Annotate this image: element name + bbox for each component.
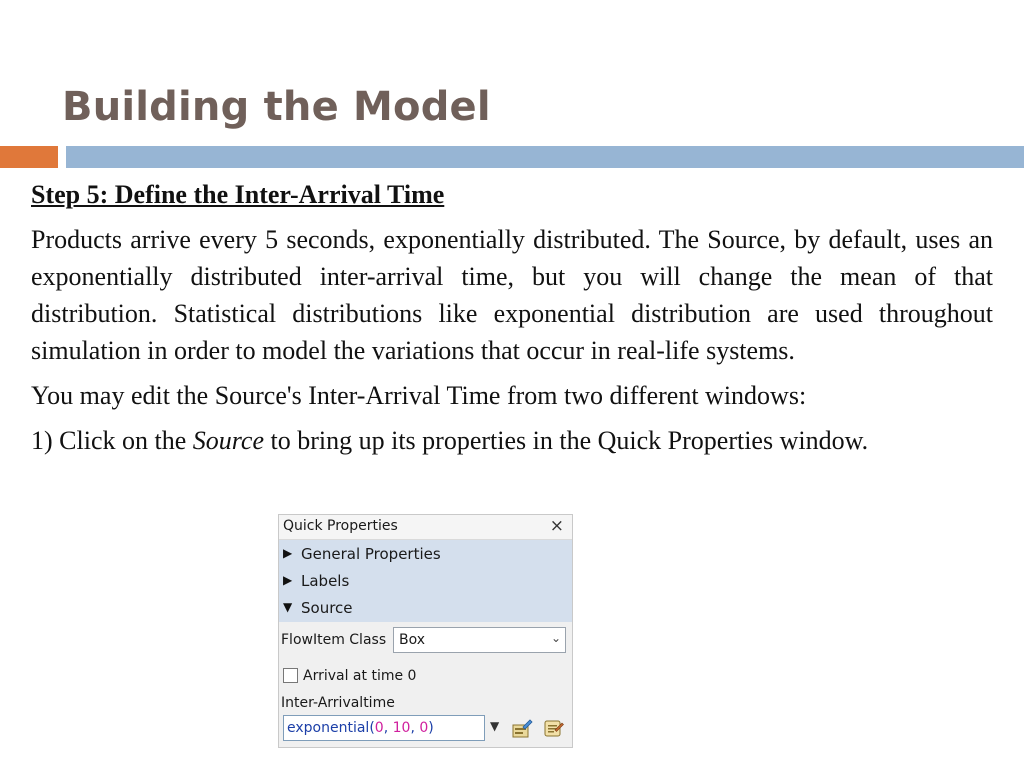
flowitem-class-select[interactable] [393,627,566,653]
source-emphasis: Source [192,426,264,455]
quick-properties-title: Quick Properties [283,518,398,534]
close-paren: ) [428,720,434,736]
quick-properties-titlebar [279,515,572,540]
inter-arrival-time-label: Inter-Arrivaltime [281,695,395,711]
section-label: Labels [301,572,350,590]
step-heading: Step 5: Define the Inter-Arrival Time [31,180,445,209]
separator-1: , [383,720,393,736]
flowitem-class-label: FlowItem Class [281,632,387,648]
arrival-at-time-zero-checkbox[interactable] [283,668,298,683]
function-name: exponential [287,720,370,736]
section-general-properties[interactable] [279,541,572,568]
paragraph-1: Products arrive every 5 seconds, exponentially distributed. The Source, by default, uses an exponentially distributed inter-arrival time, but you will change the mean of that distribution. Statistical distributions like exponential distribution are used throughout simulation in order to model the variations that occur in real-life systems. [31,225,993,365]
open-paren: ( [369,720,375,736]
argument-3: 0 [419,720,429,736]
paragraph-3-suffix: to bring up its properties in the Quick Properties window. [264,426,869,455]
collapse-arrow-icon[interactable]: ▼ [283,600,293,614]
chevron-down-icon: ⌄ [550,631,561,645]
quick-properties-sections [279,540,572,622]
argument-2: 10 [392,720,411,736]
script-edit-icon[interactable] [542,718,564,738]
slide-title: Building the Model [62,84,491,130]
accent-bar-orange [0,146,58,168]
flowitem-class-value: Box [399,632,426,648]
section-labels[interactable] [279,568,572,595]
slide-content [31,176,993,467]
quick-properties-panel [278,514,573,748]
expand-arrow-icon[interactable]: ▶ [283,573,293,587]
argument-1: 0 [374,720,384,736]
expand-arrow-icon[interactable]: ▶ [283,546,293,560]
section-label: General Properties [301,545,441,563]
paragraph-3 [31,422,993,459]
section-label: Source [301,599,353,617]
edit-properties-icon[interactable] [511,718,533,738]
paragraph-2: You may edit the Source's Inter-Arrival Time from two different windows: [31,381,807,410]
arrival-at-time-zero-label: Arrival at time 0 [303,668,417,684]
dropdown-arrow-icon[interactable]: ▼ [490,719,500,733]
separator-2: , [410,720,420,736]
inter-arrival-time-input[interactable] [283,715,485,741]
paragraph-3-prefix: 1) Click on the [31,426,193,455]
section-source[interactable] [279,595,572,622]
close-icon[interactable]: × [549,516,564,536]
inter-arrival-time-value [287,720,434,736]
accent-bar-blue [66,146,1024,168]
